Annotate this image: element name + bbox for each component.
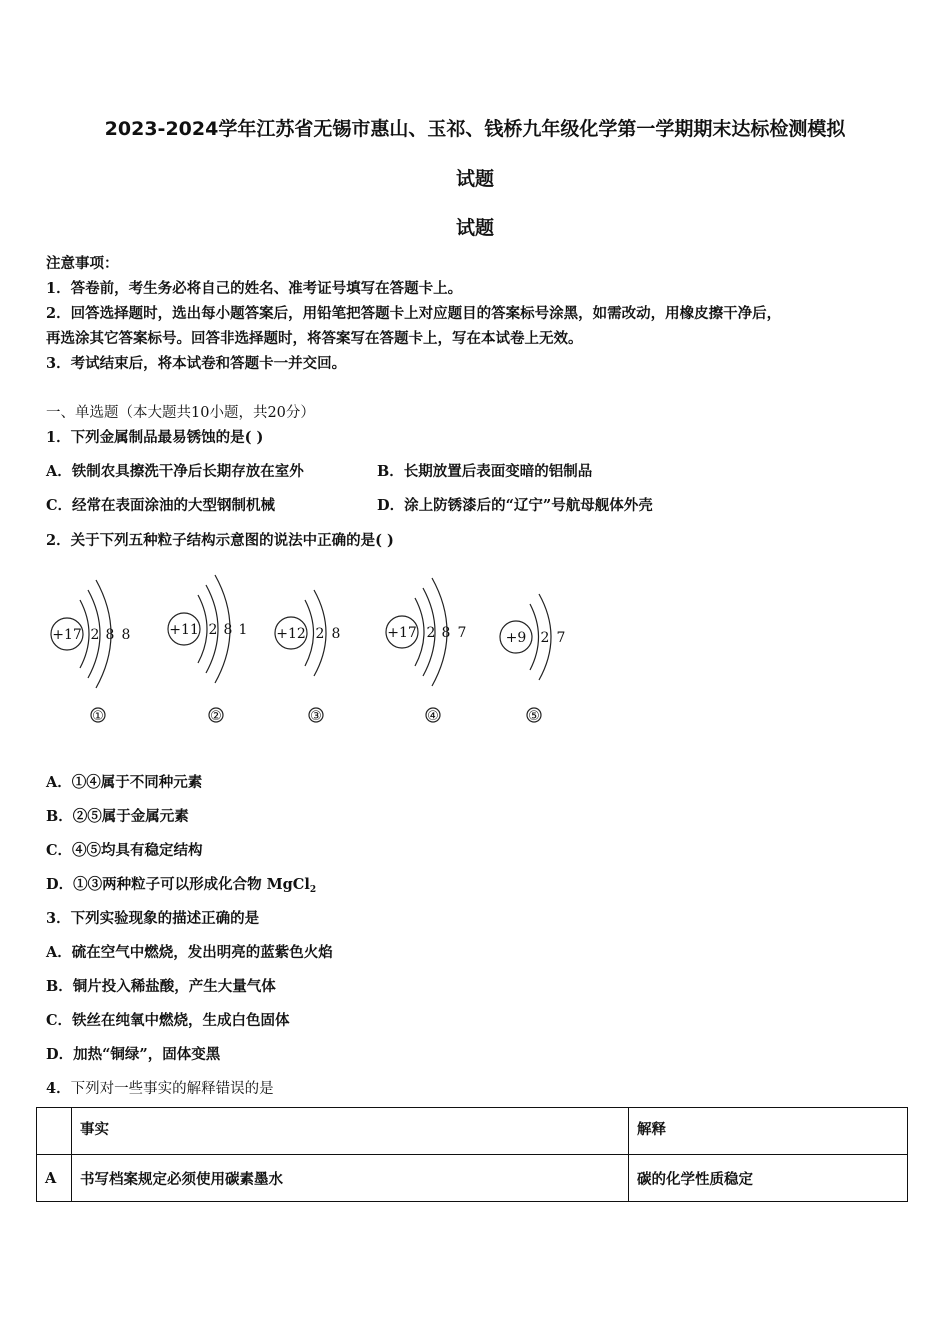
particle-1-shell-3: 8 <box>121 627 131 643</box>
table-header-empty <box>37 1108 72 1155</box>
question-3-stem: 3．下列实验现象的描述正确的是 <box>46 910 260 927</box>
table-row-label: A <box>37 1155 72 1202</box>
particle-3-shell-2: 8 <box>331 626 341 642</box>
particle-1-label: ① <box>92 709 104 724</box>
particle-2-shell-2: 8 <box>223 622 233 638</box>
exam-title-line-3: 试题 <box>455 217 494 239</box>
question-1-option-d: D．涂上防锈漆后的“辽宁”号航母舰体外壳 <box>377 497 653 514</box>
question-2-option-a: A．①④属于不同种元素 <box>46 774 203 791</box>
particle-5-shell-2: 7 <box>556 630 566 646</box>
particle-4-shell-3: 7 <box>457 625 467 641</box>
particle-4-shell-2: 8 <box>441 625 451 641</box>
question-3-option-d: D．加热“铜绿”，固体变黑 <box>46 1046 221 1063</box>
table-row-explanation: 碳的化学性质稳定 <box>629 1155 908 1202</box>
particle-5-shell-1: 2 <box>540 630 550 646</box>
particle-5-nucleus: +9 <box>505 630 527 646</box>
particle-4-nucleus: +17 <box>387 625 417 641</box>
question-4-stem <box>46 1077 274 1098</box>
notice-item-2: 2．回答选择题时，选出每小题答案后，用铅笔把答题卡上对应题目的答案标号涂黑，如需改动，用橡皮擦干净后， <box>46 305 782 322</box>
particle-4-shell-1: 2 <box>426 625 436 641</box>
question-3-option-b: B．铜片投入稀盐酸，产生大量气体 <box>46 978 276 995</box>
exam-title-line-2: 试题 <box>455 168 494 190</box>
particle-1-shell-1: 2 <box>90 627 100 643</box>
particle-4-label: ④ <box>427 709 439 724</box>
question-2-option-d-subscript: 2 <box>309 885 317 895</box>
section-heading: 一、单选题（本大题共10小题，共20分） <box>46 405 315 421</box>
particle-5-label: ⑤ <box>528 709 540 724</box>
table-row <box>37 1155 908 1202</box>
question-1-option-c: C．经常在表面涂油的大型钢制机械 <box>46 497 276 514</box>
question-2-option-d-text: D．①③两种粒子可以形成化合物 MgCl <box>46 876 310 893</box>
question-2-stem: 2．关于下列五种粒子结构示意图的说法中正确的是( ) <box>46 532 394 549</box>
particle-3-nucleus: +12 <box>276 626 306 642</box>
table-header-row <box>37 1108 908 1155</box>
question-1-stem: 1．下列金属制品最易锈蚀的是( ) <box>46 429 264 446</box>
question-3-option-c: C．铁丝在纯氧中燃烧，生成白色固体 <box>46 1012 290 1029</box>
particle-3-label: ③ <box>310 709 322 724</box>
particle-2-label: ② <box>210 709 222 724</box>
question-4-number: 4． <box>46 1080 71 1097</box>
notice-heading: 注意事项： <box>46 255 119 272</box>
question-3-option-a: A．硫在空气中燃烧，发出明亮的蓝紫色火焰 <box>46 944 333 961</box>
question-4-text: 下列对一些事实的解释错误的是 <box>70 1081 274 1097</box>
notice-item-2-cont: 再选涂其它答案标号。回答非选择题时，将答案写在答题卡上，写在本试卷上无效。 <box>46 330 583 347</box>
facts-table <box>36 1107 908 1202</box>
notice-item-1: 1．答卷前，考生务必将自己的姓名、准考证号填写在答题卡上。 <box>46 280 463 297</box>
table-row-fact: 书写档案规定必须使用碳素墨水 <box>72 1155 629 1202</box>
particle-2-shell-3: 1 <box>238 622 248 638</box>
question-1-option-a: A．铁制农具擦洗干净后长期存放在室外 <box>46 463 304 480</box>
particle-2-nucleus: +11 <box>169 622 199 638</box>
table-header-fact: 事实 <box>72 1108 629 1155</box>
notice-item-3: 3．考试结束后，将本试卷和答题卡一并交回。 <box>46 355 347 372</box>
particle-3-shell-1: 2 <box>315 626 325 642</box>
question-1-option-b: B．长期放置后表面变暗的铝制品 <box>377 463 593 480</box>
question-2-option-b: B．②⑤属于金属元素 <box>46 808 189 825</box>
particle-2-shell-1: 2 <box>208 622 218 638</box>
particle-structure-diagram <box>0 560 620 740</box>
question-2-option-d <box>46 873 316 895</box>
exam-title-line-1: 2023-2024学年江苏省无锡市惠山、玉祁、钱桥九年级化学第一学期期末达标检测模拟 <box>104 118 846 140</box>
table-header-explanation: 解释 <box>629 1108 908 1155</box>
question-2-option-c: C．④⑤均具有稳定结构 <box>46 842 203 859</box>
particle-1-shell-2: 8 <box>105 627 115 643</box>
particle-1-nucleus: +17 <box>52 627 82 643</box>
